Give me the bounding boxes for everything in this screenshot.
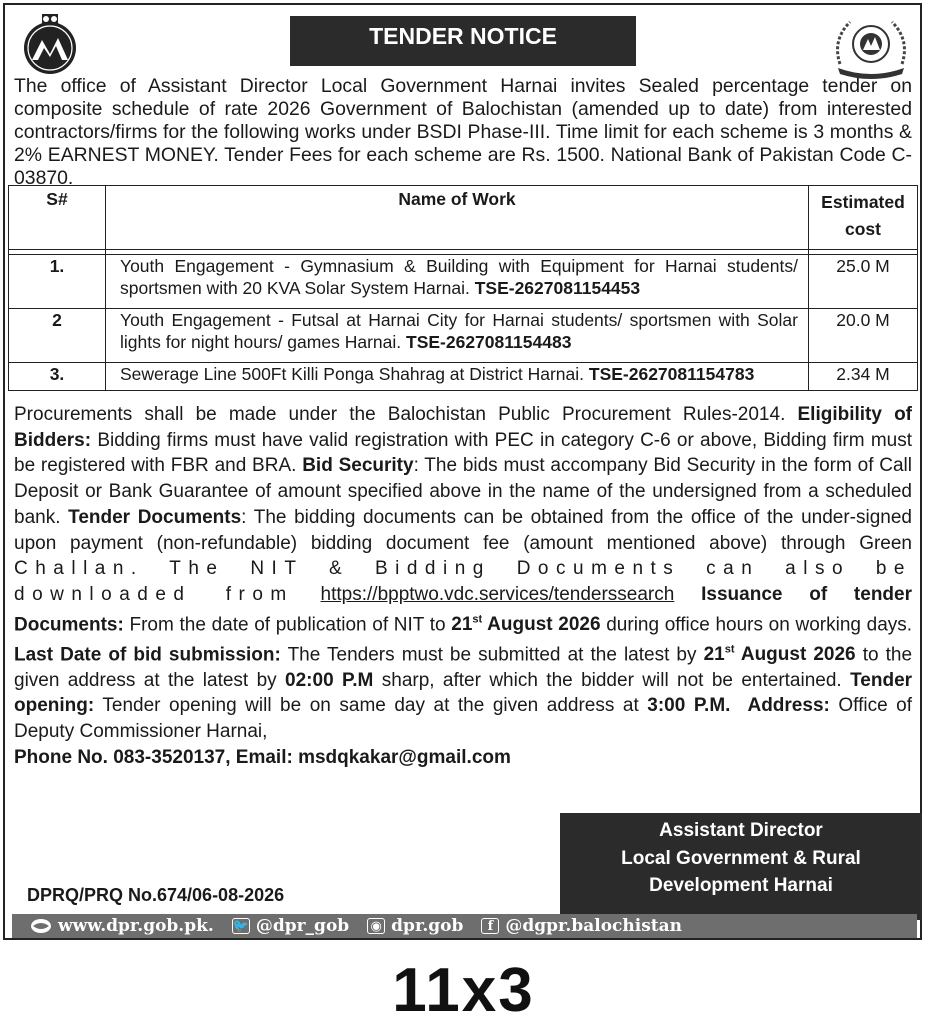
footer-twitter[interactable]: 🐦 @dpr_gob [232, 916, 350, 936]
table-row [9, 309, 918, 363]
eligibility-label: Eligibility of Bidders: [14, 404, 913, 451]
address-label: Address: [747, 695, 830, 717]
issuance-label: Issuance of tender Documents: [14, 583, 913, 635]
row-cost: 20.0 M [809, 309, 918, 363]
header-name-of-work: Name of Work [106, 186, 809, 250]
last-date-label: Last Date of bid submission: [14, 643, 281, 665]
govt-balochistan-logo-left [14, 10, 86, 82]
signature-line-3: Development Harnai [649, 875, 833, 896]
works-table [8, 185, 918, 391]
work-name: Youth Engagement - Futsal at Harnai City for Harnai students/ sportsmen with Solar lights for night hours/ games Harnai. [120, 310, 798, 352]
tender-opening-label: Tender opening: [14, 669, 913, 717]
work-name: Youth Engagement - Gymnasium & Building with Equipment for Harnai students/ sportsmen with 20 KVA Solar System Harnai. [120, 256, 798, 298]
footer-facebook[interactable]: f @dgpr.balochistan [481, 916, 682, 936]
tse-number: TSE-2627081154483 [406, 332, 572, 352]
tender-search-link[interactable]: https://bpptwo.vdc.services/tenderssearch [320, 583, 675, 605]
phone-email: Phone No. 083-3520137, Email: msdqkakar@gmail.com [14, 746, 511, 768]
facebook-icon: f [481, 918, 499, 934]
tender-notice-title: TENDER NOTICE [290, 16, 636, 66]
intro-paragraph: The office of Assistant Director Local Government Harnai invites Sealed percentage tender on composite schedule of rate 2026 Government of Balochistan (amended up to date) from interested contractors/firms for the following works under BSDI Phase-III. Time limit for each scheme is 3 months & 2% EARNEST MONEY. Tender Fees for each scheme are Rs. 1500. National Bank of Pakistan Code C-03870. [14, 75, 912, 189]
signature-block [560, 813, 922, 920]
twitter-icon: 🐦 [232, 918, 249, 934]
row-sn: 2 [9, 309, 106, 363]
bid-security-label: Bid Security [302, 455, 414, 477]
row-name-of-work [106, 309, 809, 363]
dgpr-logo-right [828, 10, 914, 82]
table-row [9, 255, 918, 309]
row-cost: 2.34 M [809, 363, 918, 391]
ad-size-code: 11x3 [392, 956, 535, 1025]
footer-instagram[interactable]: ◉ dpr.gob [367, 916, 463, 936]
row-name-of-work [106, 255, 809, 309]
row-name-of-work [106, 363, 809, 391]
footer-web[interactable]: www.dpr.gob.pk. [30, 916, 214, 936]
table-row [9, 363, 918, 391]
footer-social-bar [12, 914, 917, 938]
row-sn: 3. [9, 363, 106, 391]
tse-number: TSE-2627081154783 [588, 364, 755, 384]
globe-icon [30, 917, 52, 935]
row-cost: 25.0 M [809, 255, 918, 309]
header-sn: S# [9, 186, 106, 250]
work-name: Sewerage Line 500Ft Killi Ponga Shahrag at District Harnai. [120, 364, 584, 384]
tender-documents-label: Tender Documents [68, 506, 242, 528]
table-header-row [9, 186, 918, 250]
signature-line-1: Assistant Director [659, 820, 823, 841]
tse-number: TSE-2627081154453 [474, 278, 641, 298]
signature-line-2: Local Government & Rural [621, 847, 861, 869]
instagram-icon: ◉ [367, 918, 385, 934]
terms-paragraph: Procurements shall be made under the Balochistan Public Procurement Rules-2014. Eligibility of Bidders: Bidding firms must have valid registration with PEC in category C-6 or above, Bidding firm must be registered with FBR and BRA. Bid Security: The bids must accompany Bid Security in the form of Call Deposit or Bank Guarantee of amount specified above in the name of the undersigned from a scheduled bank. Tender Documents: The bidding documents can be obtained from the office of the under-signed upon payment (non-refundable) bidding document fee (amount mentioned above) through Green Challan. The NIT & Bidding Documents can also be downloaded from https://bpptwo.vdc.services/tenderssearch Issuance of tender Documents: From the date of publication of NIT to 21st August 2026 during office hours on working days. Last Date of bid submission: The Tenders must be submitted at the latest by 21st August 2026 to the given address at the latest by 02:00 P.M sharp, after which the bidder will not be entertained. Tender opening: Tender opening will be on same day at the given address at 3:00 P.M. Address: Office of Deputy Commissioner Harnai, Phone No. 083-3520137, Email: msdqkakar@gmail.com [14, 404, 913, 768]
row-sn: 1. [9, 255, 106, 309]
header-estimated-cost: Estimated cost [809, 186, 918, 250]
dprq-number: DPRQ/PRQ No.674/06-08-2026 [27, 885, 285, 905]
